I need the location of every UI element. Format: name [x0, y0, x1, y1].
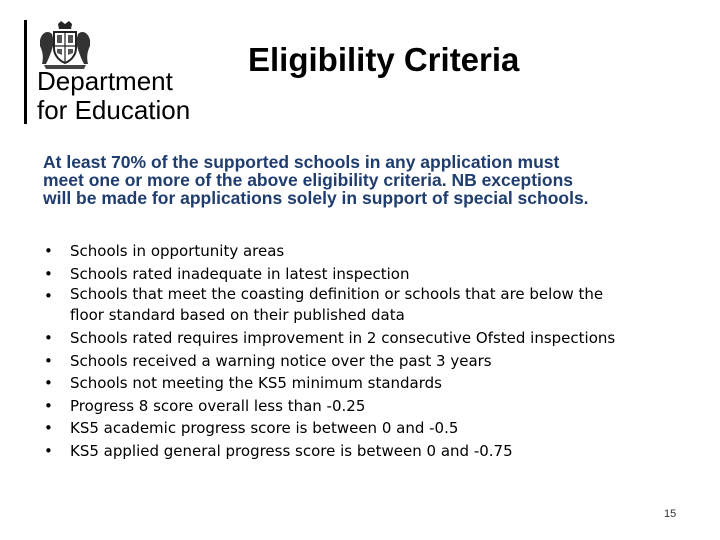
- dfe-logo: [24, 20, 214, 126]
- list-item-text: Schools not meeting the KS5 minimum standards: [70, 374, 442, 392]
- bullet-icon: •: [44, 329, 53, 347]
- royal-coat-of-arms-icon: [36, 20, 94, 70]
- intro-line: At least 70% of the supported schools in any application must: [43, 152, 560, 172]
- intro-line: will be made for applications solely in support of special schools.: [43, 188, 589, 208]
- logo-divider: [24, 20, 27, 124]
- bullet-icon: •: [44, 351, 53, 370]
- list-item: [44, 395, 684, 418]
- bullet-icon: •: [44, 287, 53, 305]
- slide-title: Eligibility Criteria: [248, 41, 520, 78]
- list-item: [44, 417, 684, 440]
- logo-for-education-text: for Education: [37, 95, 191, 125]
- list-item-text: Schools in opportunity areas: [70, 242, 285, 260]
- bullet-icon: •: [44, 396, 53, 415]
- intro-line: meet one or more of the above eligibility criteria. NB exceptions: [43, 170, 573, 190]
- page-number: 15: [664, 508, 677, 520]
- list-item-text-continued: floor standard based on their published data: [70, 306, 405, 324]
- bullet-icon: •: [44, 374, 53, 392]
- bullet-icon: •: [44, 242, 53, 260]
- bullet-icon: •: [44, 419, 53, 437]
- list-item: [44, 372, 684, 395]
- list-item-text: KS5 applied general progress score is between 0 and -0.75: [70, 441, 513, 460]
- list-item: [44, 285, 684, 324]
- bullet-icon: •: [44, 441, 53, 460]
- list-item: [44, 263, 684, 286]
- list-item-text: Progress 8 score overall less than -0.25: [70, 396, 366, 415]
- list-item-text: KS5 academic progress score is between 0 and -0.5: [70, 419, 459, 437]
- list-item: [44, 350, 684, 373]
- bullet-icon: •: [44, 264, 53, 283]
- list-item-text: Schools received a warning notice over the past 3 years: [70, 351, 492, 370]
- list-item: [44, 240, 684, 263]
- list-item-text: Schools that meet the coasting definition or schools that are below the: [70, 285, 604, 303]
- list-item: [44, 440, 684, 463]
- intro-paragraph: [43, 153, 683, 207]
- list-item: [44, 327, 684, 350]
- list-item-text: Schools rated inadequate in latest inspection: [70, 264, 410, 283]
- logo-department-text: Department: [37, 66, 173, 96]
- criteria-list: [44, 240, 684, 462]
- list-item-text: Schools rated requires improvement in 2 consecutive Ofsted inspections: [70, 329, 616, 347]
